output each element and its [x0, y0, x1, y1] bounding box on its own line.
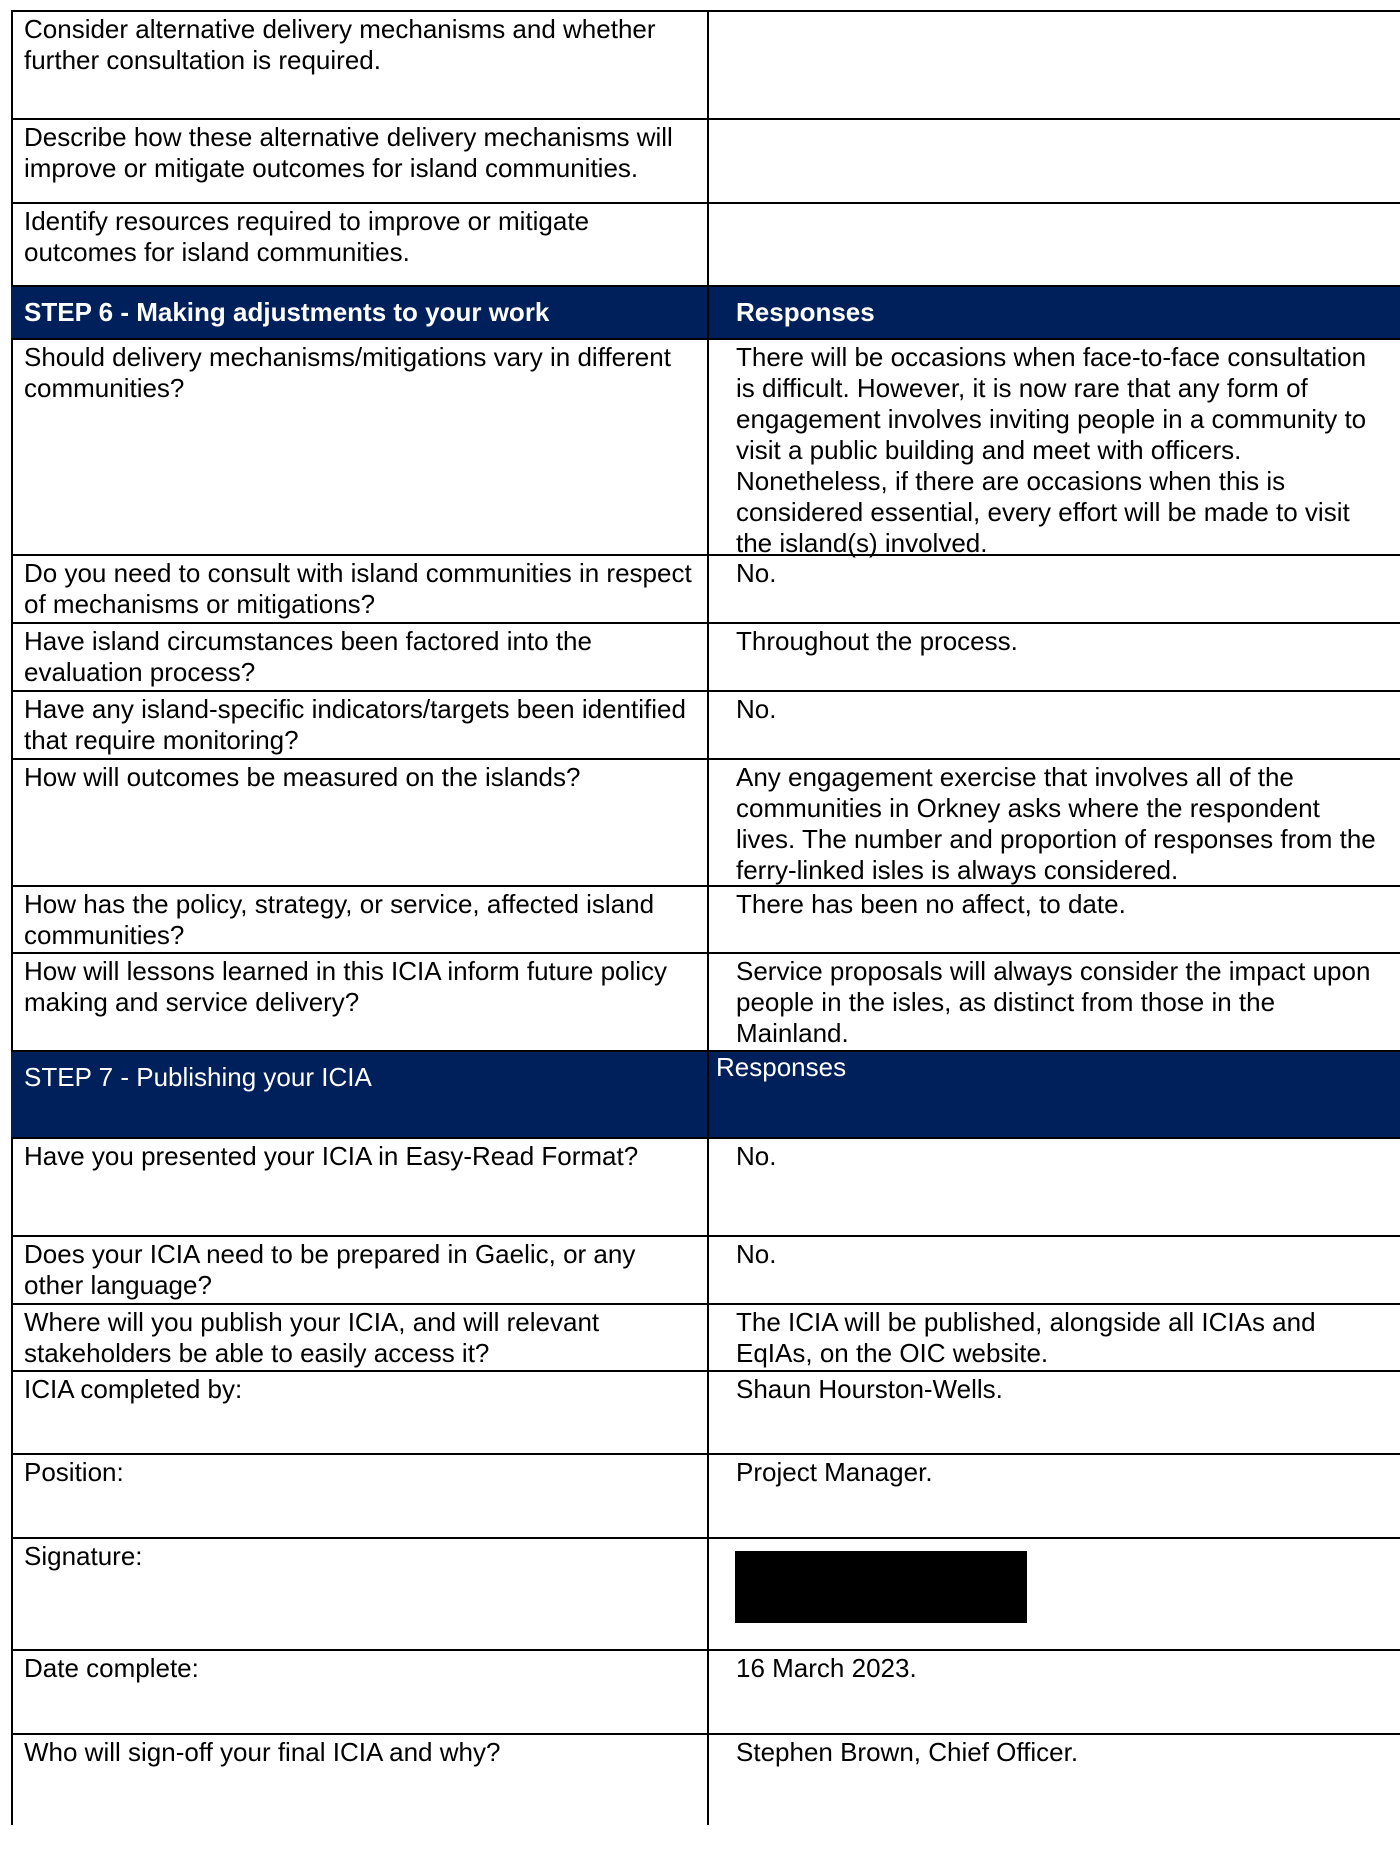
response-cell: Stephen Brown, Chief Officer. — [736, 1737, 1079, 1767]
question-cell: How will outcomes be measured on the islands? — [11, 760, 709, 885]
table-row — [11, 1539, 1400, 1651]
table-row — [11, 1237, 1400, 1305]
section-title: STEP 6 - Making adjustments to your work — [11, 287, 709, 338]
response-cell: No. — [736, 694, 777, 724]
table-row — [11, 340, 1400, 556]
question-cell: How will lessons learned in this ICIA inform future policy making and service delivery? — [11, 954, 709, 1050]
table-row — [11, 760, 1400, 887]
table-row — [11, 1305, 1400, 1372]
question-cell: How has the policy, strategy, or service, affected island communities? — [11, 887, 709, 952]
response-cell: Shaun Hourston-Wells. — [736, 1374, 1003, 1404]
response-cell: Service proposals will always consider the impact upon people in the isles, as distinct from those in the Mainland. — [736, 956, 1371, 1048]
response-cell: Project Manager. — [736, 1457, 933, 1487]
table-row — [11, 556, 1400, 624]
icia-table — [11, 12, 1400, 1825]
section-header-step-7 — [11, 1052, 1400, 1139]
question-cell: Describe how these alternative delivery mechanisms will improve or mitigate outcomes for island communities. — [11, 120, 709, 202]
table-row — [11, 624, 1400, 692]
table-row — [11, 120, 1400, 204]
response-cell: No. — [736, 1141, 777, 1171]
responses-heading: Responses — [736, 297, 875, 327]
question-cell: Do you need to consult with island communities in respect of mechanisms or mitigations? — [11, 556, 709, 622]
table-row — [11, 1735, 1400, 1825]
responses-heading: Responses — [716, 1052, 847, 1082]
section-header-step-6 — [11, 287, 1400, 340]
table-row — [11, 954, 1400, 1052]
question-cell: Position: — [11, 1455, 709, 1537]
question-cell: ICIA completed by: — [11, 1372, 709, 1453]
response-cell — [709, 204, 1400, 285]
question-cell: Consider alternative delivery mechanisms and whether further consultation is required. — [11, 12, 709, 118]
table-row — [11, 692, 1400, 760]
question-cell: Who will sign-off your final ICIA and why? — [11, 1735, 709, 1825]
response-cell — [709, 12, 1400, 118]
question-cell: Have any island-specific indicators/targets been identified that require monitoring? — [11, 692, 709, 758]
question-cell: Identify resources required to improve or mitigate outcomes for island communities. — [11, 204, 709, 285]
table-row — [11, 1455, 1400, 1539]
table-row — [11, 1139, 1400, 1237]
response-cell — [709, 120, 1400, 202]
response-cell: Throughout the process. — [736, 626, 1018, 656]
response-cell: The ICIA will be published, alongside all ICIAs and EqIAs, on the OIC website. — [736, 1307, 1316, 1368]
table-row — [11, 1372, 1400, 1455]
signature-cell — [709, 1539, 1400, 1649]
response-cell: There has been no affect, to date. — [736, 889, 1126, 919]
response-cell: Any engagement exercise that involves all of the communities in Orkney asks where the respondent lives. The number and proportion of responses from the ferry-linked isles is always considered. — [736, 762, 1376, 885]
question-cell: Should delivery mechanisms/mitigations vary in different communities? — [11, 340, 709, 554]
question-cell: Where will you publish your ICIA, and will relevant stakeholders be able to easily access it? — [11, 1305, 709, 1370]
response-cell: No. — [736, 1239, 777, 1269]
table-row — [11, 887, 1400, 954]
question-cell: Signature: — [11, 1539, 709, 1649]
response-cell: There will be occasions when face-to-face consultation is difficult. However, it is now rare that any form of engagement involves inviting people in a community to visit a public building and meet with officers. Nonetheless, if there are occasions when this is considered essential, every effort will be made to visit the island(s) involved. — [736, 342, 1367, 558]
section-title: STEP 7 - Publishing your ICIA — [11, 1052, 709, 1137]
table-row — [11, 1651, 1400, 1735]
question-cell: Have you presented your ICIA in Easy-Read Format? — [11, 1139, 709, 1235]
question-cell: Does your ICIA need to be prepared in Gaelic, or any other language? — [11, 1237, 709, 1303]
redacted-signature — [735, 1551, 1027, 1623]
response-cell: No. — [736, 558, 777, 588]
table-row — [11, 204, 1400, 287]
response-cell: 16 March 2023. — [736, 1653, 917, 1683]
question-cell: Date complete: — [11, 1651, 709, 1733]
question-cell: Have island circumstances been factored into the evaluation process? — [11, 624, 709, 690]
table-row — [11, 12, 1400, 120]
